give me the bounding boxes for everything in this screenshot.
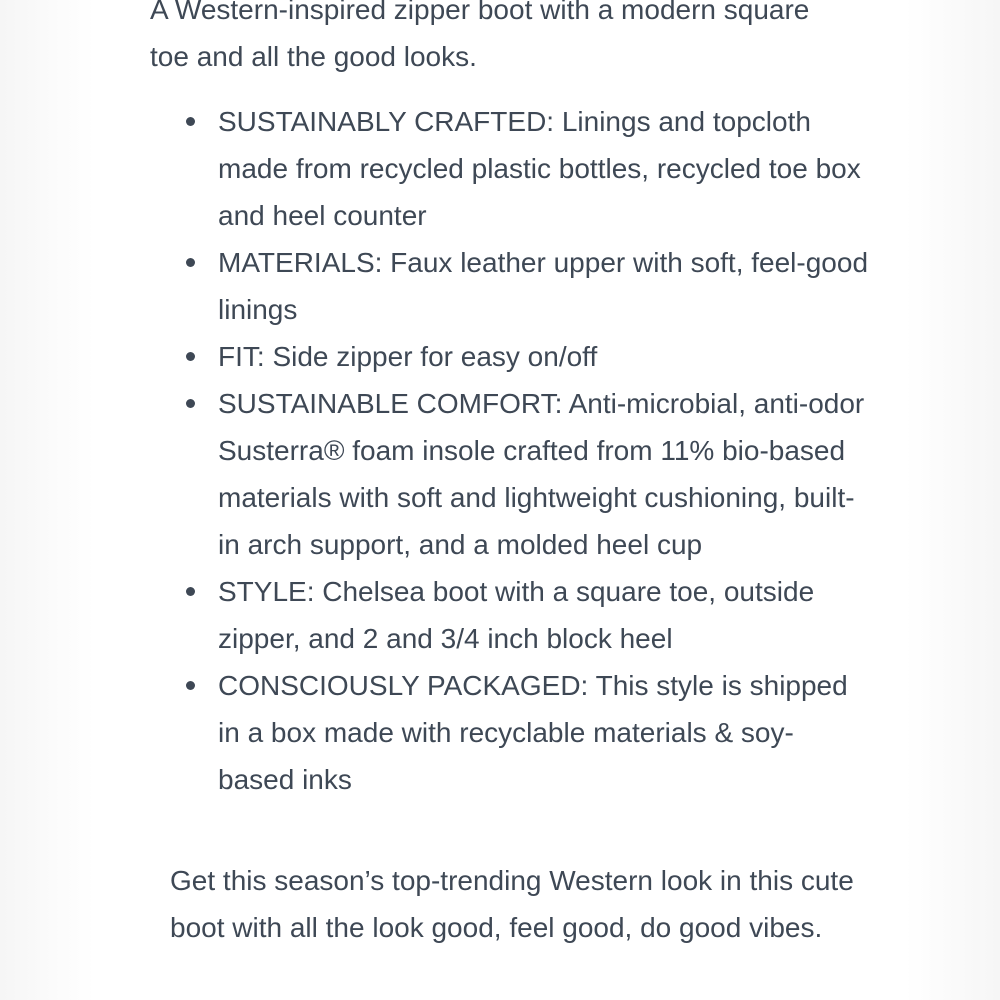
feature-text: CONSCIOUSLY PACKAGED: This style is shipped in a box made with recyclable materials & soy-based inks <box>218 670 848 795</box>
feature-text: STYLE: Chelsea boot with a square toe, outside zipper, and 2 and 3/4 inch block heel <box>218 576 815 654</box>
feature-item-sustainable-comfort <box>150 380 870 568</box>
bullet-icon <box>186 681 195 690</box>
feature-item-style <box>150 568 870 662</box>
feature-text: SUSTAINABLE COMFORT: Anti-microbial, anti-odor Susterra® foam insole crafted from 11% bio-based materials with soft and lightweight cushioning, built-in arch support, and a molded heel cup <box>218 388 865 560</box>
feature-text: MATERIALS: Faux leather upper with soft, feel-good linings <box>218 247 869 325</box>
bullet-icon <box>186 399 195 408</box>
bullet-icon <box>186 352 195 361</box>
feature-list <box>150 98 870 803</box>
bullet-icon <box>186 258 195 267</box>
intro-paragraph: A Western-inspired zipper boot with a modern square toe and all the good looks. <box>150 0 810 72</box>
feature-item-sustainably-crafted <box>150 98 870 239</box>
feature-item-consciously-packaged <box>150 662 870 803</box>
feature-text: SUSTAINABLY CRAFTED: Linings and topcloth made from recycled plastic bottles, recycled toe box and heel counter <box>218 106 861 231</box>
feature-item-materials <box>150 239 870 333</box>
feature-text: FIT: Side zipper for easy on/off <box>218 341 598 372</box>
bullet-icon <box>186 117 195 126</box>
bullet-icon <box>186 587 195 596</box>
feature-item-fit <box>150 333 870 380</box>
outro-paragraph: Get this season’s top-trending Western look in this cute boot with all the look good, feel good, do good vibes. <box>170 865 854 943</box>
